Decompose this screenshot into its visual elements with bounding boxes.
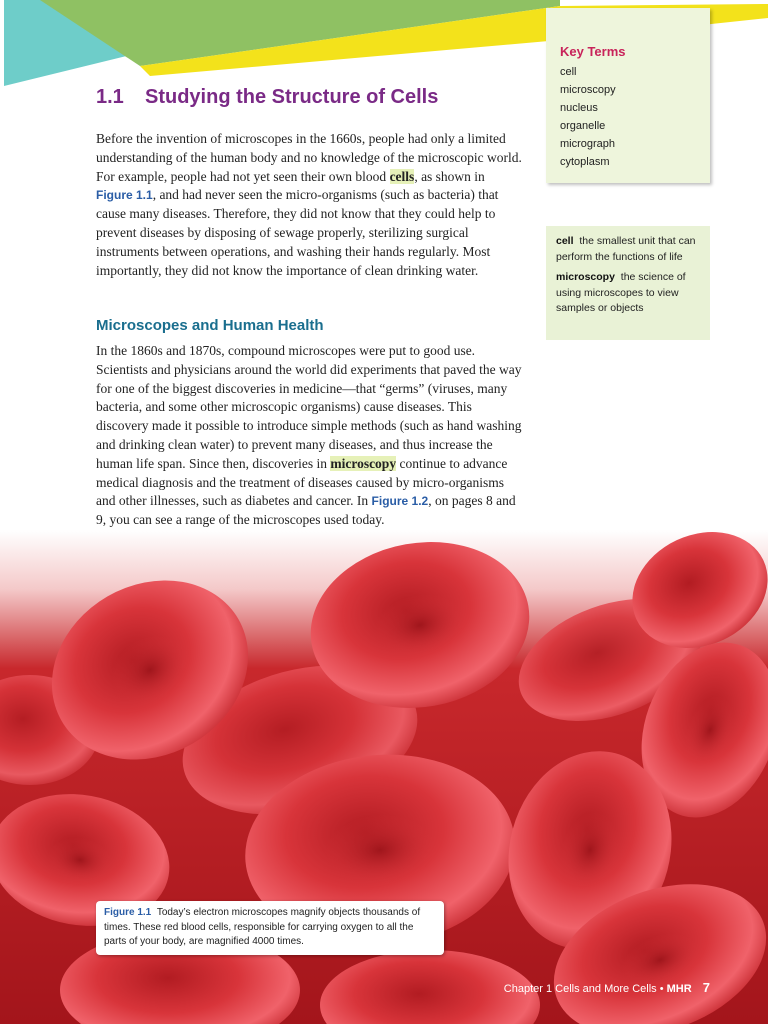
paragraph-text: , as shown in <box>414 168 485 184</box>
paragraph-text: , and had never seen the micro-organisms (such as bacteria) that cause many diseases. Therefore, they did not know that they could help to prevent diseases by disposing of sewage properly, sterilizing surgical instruments between operations, and washing their hands regularly. Most importantly, they did not know the importance of clean drinking water. <box>96 187 499 278</box>
figure-1-2-link[interactable]: Figure 1.2 <box>371 494 429 509</box>
paragraph-text: , on pages 8 and 9, you can see a range of the microscopes used today. <box>96 493 516 528</box>
glossary-term: cell <box>556 235 574 247</box>
paragraph-text: In the 1860s and 1870s, compound microscopes were put to good use. Scientists and physicians around the world did experiments that paved the way for one of the biggest discoveries in medicine—that “germs” (viruses, many bacteria, and some other microscopic organisms) cause diseases. This discovery made it possible to introduce simple methods (such as hand washing and drinking clean water) to prevent many diseases, and thus increase the human life span. Since then, discoveries in <box>96 343 522 471</box>
subheading: Microscopes and Human Health <box>96 317 324 334</box>
key-term-item: cell <box>560 66 577 78</box>
caption-label: Figure 1.1 <box>104 907 152 918</box>
health-paragraph <box>96 342 524 530</box>
paragraph-text: Before the invention of microscopes in the 1660s, people had only a limited understanding of the human body and no knowledge of the microscopic world. For example, people had not yet seen their own blood <box>96 131 522 184</box>
glossary-entry <box>556 234 700 265</box>
footer-chapter: Chapter 1 Cells and More Cells <box>503 983 657 995</box>
key-term-item: microscopy <box>560 84 616 96</box>
page-footer <box>504 980 710 995</box>
key-terms-box <box>546 8 710 183</box>
key-term-item: organelle <box>560 120 606 132</box>
glossary-definition: the science of using microscopes to view samples or objects <box>556 271 686 314</box>
footer-publisher: MHR <box>666 983 692 995</box>
section-title <box>96 86 438 109</box>
figure-caption <box>96 901 444 955</box>
intro-paragraph <box>96 130 524 280</box>
section-title-text: Studying the Structure of Cells <box>145 86 439 108</box>
glossary-entry <box>556 270 700 317</box>
glossary-term: microscopy <box>556 271 615 283</box>
key-terms-heading: Key Terms <box>560 44 626 59</box>
caption-text: Today’s electron microscopes magnify objects thousands of times. These red blood cells, responsible for carrying oxygen to all the parts of your body, are magnified 4000 times. <box>104 907 421 947</box>
glossary-definition: the smallest unit that can perform the functions of life <box>556 235 696 263</box>
glossary-box <box>546 226 710 340</box>
highlighted-term-cells[interactable]: cells <box>389 168 415 184</box>
highlighted-term-microscopy[interactable]: microscopy <box>330 455 397 471</box>
footer-separator: • <box>659 983 664 995</box>
page-number: 7 <box>702 980 710 995</box>
key-term-item: nucleus <box>560 102 598 114</box>
key-terms-list <box>560 63 710 171</box>
key-term-item: cytoplasm <box>560 156 610 168</box>
section-number: 1.1 <box>96 86 124 108</box>
paragraph-text: continue to advance medical diagnosis and the treatment of diseases caused by micro-organisms and other illnesses, such as diabetes and cancer. In <box>96 455 508 509</box>
figure-1-1-link[interactable]: Figure 1.1 <box>96 188 153 203</box>
key-term-item: micrograph <box>560 138 616 150</box>
